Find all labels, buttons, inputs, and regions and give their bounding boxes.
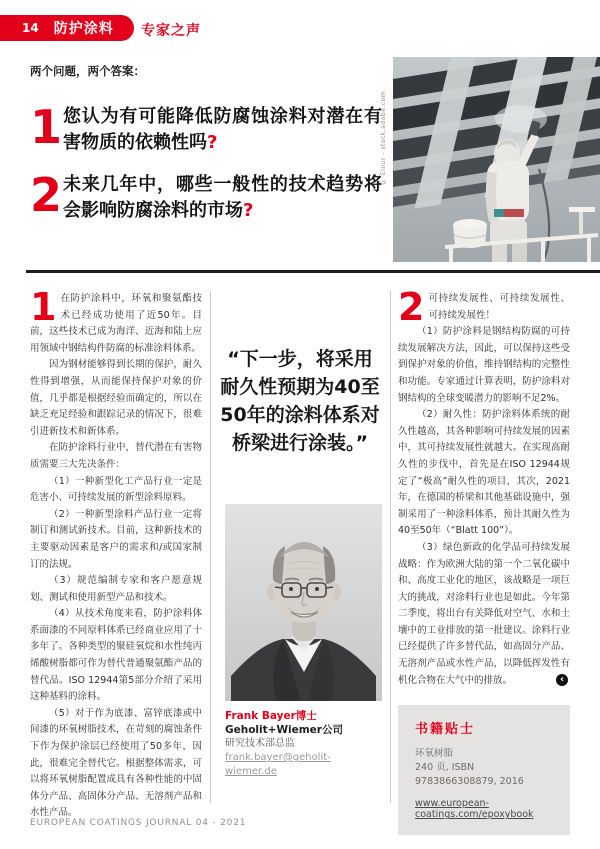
- question-2-number: 2: [30, 168, 61, 222]
- book-tip-box: [398, 705, 570, 835]
- question-1-mark: ?: [207, 132, 218, 153]
- intro-line: 两个问题，两个答案：: [30, 64, 145, 78]
- bridge-spraying-photo: [393, 57, 600, 262]
- answer-1-paragraph: 在防护涂料中，环氧和聚氨酯技术已经成功使用了近50年。目前，这些技术已成为海洋、近海和陆上应用领域中钢结构件防腐的标准涂料体系。: [30, 293, 202, 354]
- author-name: Frank Bayer博士: [225, 710, 317, 722]
- question-1-body: 您认为有可能降低防腐蚀涂料对潜在有害物质的依赖性吗: [63, 106, 382, 153]
- answer-2-paragraph: （3）绿色新政的化学品可持续发展战略：作为欧洲大陆的第一个二氧化碳中和、高度工业化的地区，该战略是一项巨大的挑战，对涂料行业也是如此。今年第二季度，将出台有关降低对空气、水和土壤中的工业排放的第一批建议。涂料行业已经提供了许多替代品，如高固分产品、无溶剂产品或水性产品，以降低挥发性有机化合物在大气中的排放。: [398, 541, 570, 686]
- header-section-pill: [0, 15, 134, 41]
- question-1-text: [63, 104, 382, 156]
- end-of-article-icon: ‹: [556, 674, 568, 686]
- question-2-text: [63, 172, 382, 224]
- answer-1-paragraph: （1）一种新型化工产品行业一定是危害小、可持续发展的新型涂料原料。: [30, 475, 202, 504]
- answer-1-paragraph: （2）一种新型涂料产品行业一定将制订和测试新技术。目前，这种新技术的主要驱动因素是客户的需求和/或国家制订的法规。: [30, 508, 202, 570]
- pull-quote: “下一步，将采用耐久性预期为40至50年的涂料体系对桥梁进行涂装。”: [220, 348, 380, 454]
- journal-footer: EUROPEAN COATINGS JOURNAL 04 - 2021: [30, 818, 247, 828]
- answer-1-paragraph: （4）从技术角度来看，防护涂料体系面漆的不同原料体系已经商业应用了十多年了。各种类型的聚硅氧烷和水性纯丙烯酸树脂都可作为替代普通聚氨酯产品的替代品。ISO 12944第5部分介绍了采用这种基料的涂料。: [30, 608, 202, 703]
- answer-1-paragraph: 因为钢材能够得到长期的保护，耐久性得到增强，从而能保持保护对象的价值，几乎都是根据经验而确定的，所以在缺乏充足经验和跟踪记录的情况下，很难引进新技术和新体系。: [30, 359, 202, 437]
- question-2-mark: ?: [243, 200, 254, 221]
- answer-2-paragraph: （1）防护涂料是钢结构防腐的可持续发展解决方法，因此，可以保持这些受到保护对象的价值，维持钢结构的完整性和功能。专家通过计算表明，防护涂料对钢结构的全球变暖潜力的影响不足2%。: [398, 326, 570, 404]
- answer-2-dropcap: 2: [398, 285, 423, 329]
- author-portrait-photo: [225, 504, 382, 701]
- answer-2-last-paragraph: [398, 540, 570, 689]
- author-title: 研究技术部总监: [225, 738, 295, 749]
- author-company: Geholit+Wiemer公司: [225, 724, 343, 736]
- question-1: [30, 100, 382, 156]
- rubric-label: 专家之声: [141, 23, 201, 39]
- section-title: 防护涂料: [53, 21, 114, 37]
- center-column: [218, 291, 382, 835]
- article-body: [30, 285, 570, 835]
- question-1-number: 1: [30, 100, 61, 154]
- answer-1-paragraph: （5）对于作为底漆、富锌底漆或中间漆的环氧树脂技术，在苛刻的腐蚀条件下作为保护涂层已经使用了50多年，因此，很难完全替代它。根据整体需求，可以将环氧树脂配置成具有各种性能的中固体分产品、高固体分产品、无溶剂产品和水性产品。: [30, 707, 202, 819]
- question-2-body: 未来几年中，哪些一般性的技术趋势将会影响防腐涂料的市场: [63, 174, 382, 221]
- bridge-spraying-illustration: [393, 57, 600, 262]
- question-2: [30, 168, 382, 224]
- page-number: 14: [22, 21, 39, 35]
- book-tip-title: 书籍贴士: [415, 722, 476, 738]
- answer-2-paragraph: 可持续发展性、可持续发展性、可持续发展性！: [428, 293, 570, 321]
- book-url-link[interactable]: www.european-coatings.com/epoxybook: [415, 798, 534, 821]
- section-divider-rule: [26, 270, 600, 273]
- answer-1-paragraph: 在防护涂料行业中，替代潜在有害物质需要三大先决条件：: [30, 442, 202, 470]
- author-email-link[interactable]: frank.bayer@geholit-wiemer.de: [225, 752, 331, 777]
- book-details: 240 页, ISBN 9783866308879, 2016: [415, 762, 524, 788]
- answer-2-column: [398, 285, 570, 835]
- answer-1-paragraph: （3）规范编制专家和客户愿意规划、测试和使用新型产品和技术。: [30, 575, 202, 603]
- author-caption: [225, 709, 382, 779]
- book-title: 环氧树脂: [415, 748, 454, 760]
- photo-credit: © Elnur - stock.adobe.com: [380, 90, 387, 185]
- answer-2-paragraph: （2）耐久性：防护涂料体系统的耐久性越高，其各种影响可持续发展的因素中，其可持续发展性就越大。在实现高耐久性的步伐中，首先是在ISO 12944规定了“极高”耐久性的项目，其次，2021年，在德国的桥梁和其他基础设施中，强制采用了一种涂料体系，预计其耐久性为40至50年（“Blatt 100”）。: [398, 409, 570, 537]
- answer-1-column: [30, 285, 202, 835]
- answer-1-dropcap: 1: [30, 285, 55, 329]
